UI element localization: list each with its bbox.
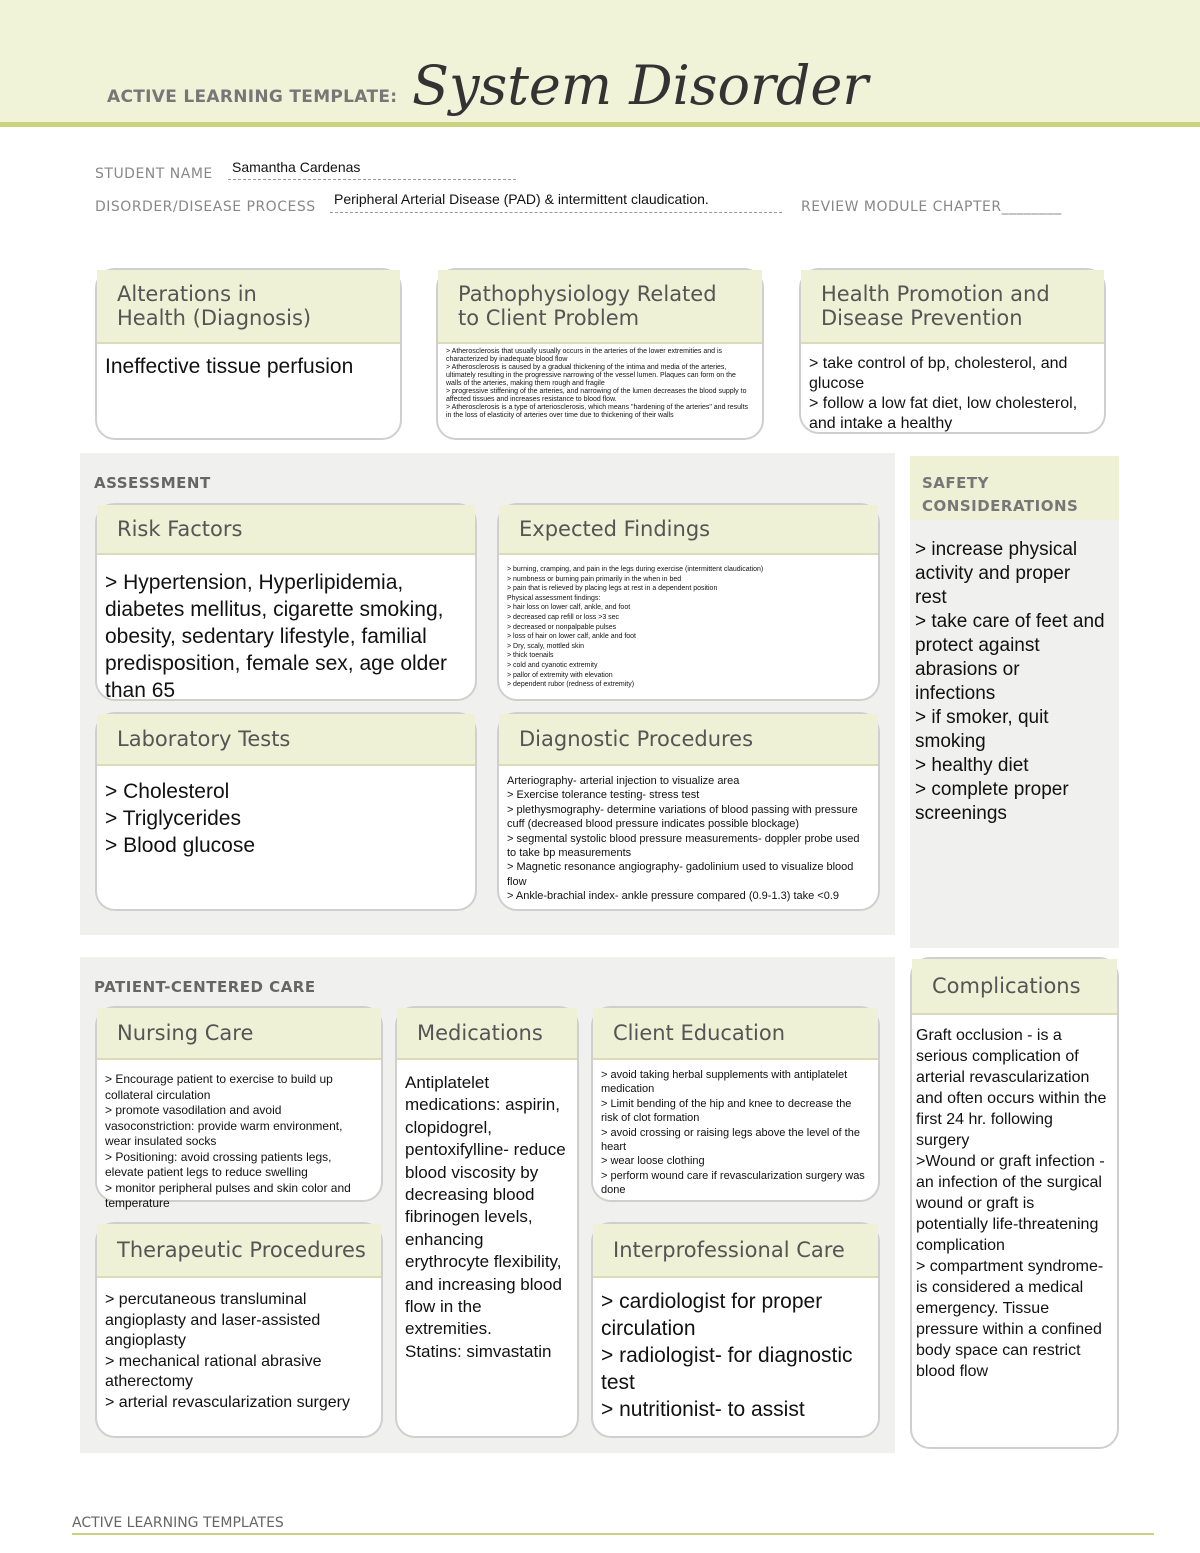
alterations-body[interactable]: Ineffective tissue perfusion [105, 355, 354, 378]
review-module-label-text: REVIEW MODULE CHAPTER [801, 199, 1002, 215]
complications-title: Complications [912, 959, 1117, 1015]
expected-findings-body[interactable]: > burning, cramping, and pain in the legs during exercise (intermittent claudication) > numbness or burning pain primarily in the when in bed > pain that is relieved by placing legs at rest in a dependent position Physical assessment findings: > hair loss on lower calf, ankle, and foot > decreased cap refill or loss >3 sec > decreased or nonpalpable pulses > loss of hair on lower calf, ankle and foot > Dry, scaly, mottled skin > thick toenails > cold and cyanotic extremity > pallor of extremity with elevation > dependent rubor (redness of extremity) [507, 566, 764, 689]
pathophysiology-body[interactable]: > Atherosclerosis that usually usually occurs in the arteries of the lower extremities and is characterized by inadequate blood flow > Atherosclerosis is caused by a gradual thickening of the intima and media of the arteries, ultimately resulting in the progressive narrowing of the vessel lumen. Plaques can form on the walls of the arteries, making them rough and fragile > progressive stiffening of the arteries, and narrowing of the lumen decreases the blood supply to affected tissues and increases resistance to blood flow. > Atherosclerosis is a type of arteriosclerosis, which means "hardening of the arteries" and results in the loss of elasticity of arteries over time due to thickening of their walls [446, 348, 749, 419]
student-name-value[interactable]: Samantha Cardenas [232, 159, 361, 175]
risk-factors-card [95, 503, 477, 701]
client-education-card [591, 1006, 880, 1202]
safety-title: SAFETY CONSIDERATIONS [922, 474, 1079, 515]
medications-body[interactable]: Antiplatelet medications: aspirin, clopidogrel, pentoxifylline- reduce blood viscosity by decreasing blood fibrinogen levels, enhancing erythrocyte flexibility, and increasing blood flow in the extremities. Statins: simvastatin [405, 1073, 566, 1361]
template-title: System Disorder [412, 54, 869, 117]
health-promotion-body[interactable]: > take control of bp, cholesterol, and glucose > follow a low fat diet, low cholesterol, and intake a healthy [809, 355, 1078, 432]
laboratory-tests-body[interactable]: > Cholesterol > Triglycerides > Blood glucose [105, 780, 256, 857]
expected-findings-card [497, 503, 880, 701]
student-name-label: STUDENT NAME [95, 166, 213, 182]
health-promotion-title: Health Promotion and Disease Prevention [801, 270, 1104, 344]
medications-title: Medications [397, 1008, 577, 1060]
review-module-label [801, 199, 1062, 215]
alterations-title: Alterations in Health (Diagnosis) [97, 270, 400, 344]
footer-label: ACTIVE LEARNING TEMPLATES [72, 1515, 284, 1531]
complications-body[interactable]: Graft occlusion - is a serious complication of arterial revascularization and often occurs within the first 24 hr. following surgery >Wound or graft infection - an infection of the surgical wound or graft is potentially life-threatening complication > compartment syndrome- is considered a medical emergency. Tissue pressure within a confined body space can restrict blood flow [916, 1027, 1107, 1380]
template-label: ACTIVE LEARNING TEMPLATE: [107, 87, 398, 107]
health-promotion-card [799, 268, 1106, 434]
pathophysiology-card [436, 268, 764, 440]
therapeutic-procedures-title: Therapeutic Procedures [97, 1224, 381, 1278]
interprofessional-care-card [591, 1222, 880, 1438]
safety-body[interactable]: > increase physical activity and proper rest > take care of feet and protect against abrasions or infections > if smoker, quit smoking > healthy diet > complete proper screenings [915, 539, 1105, 824]
laboratory-tests-title: Laboratory Tests [97, 714, 475, 766]
diagnostic-procedures-title: Diagnostic Procedures [499, 714, 878, 766]
nursing-care-body[interactable]: > Encourage patient to exercise to build up collateral circulation > promote vasodilation and avoid vasoconstriction: provide warm environment, wear insulated socks > Positioning: avoid crossing patients legs, elevate patient legs to reduce swelling > monitor peripheral pulses and skin color and temperature [105, 1072, 351, 1210]
nursing-care-title: Nursing Care [97, 1008, 381, 1060]
laboratory-tests-card [95, 712, 477, 911]
disorder-label: DISORDER/DISEASE PROCESS [95, 199, 316, 215]
medications-card [395, 1006, 579, 1438]
client-education-body[interactable]: > avoid taking herbal supplements with antiplatelet medication > Limit bending of the hip and knee to decrease the risk of clot formation > avoid crossing or raising legs above the level of the heart > wear loose clothing > perform wound care if revascularization surgery was done [601, 1069, 865, 1197]
risk-factors-body[interactable]: > Hypertension, Hyperlipidemia, diabetes mellitus, cigarette smoking, obesity, sedentary lifestyle, familial predisposition, female sex, age older than 65 [105, 571, 448, 702]
nursing-care-card [95, 1006, 383, 1210]
alterations-card [95, 268, 402, 440]
interprofessional-care-title: Interprofessional Care [593, 1224, 878, 1278]
risk-factors-title: Risk Factors [97, 505, 475, 555]
client-education-title: Client Education [593, 1008, 878, 1060]
review-module-blank[interactable]: ________ [1001, 199, 1062, 215]
disorder-value[interactable]: Peripheral Arterial Disease (PAD) & intermittent claudication. [334, 191, 709, 207]
footer-rule [72, 1533, 1154, 1535]
patient-care-title: PATIENT-CENTERED CARE [94, 978, 316, 996]
diagnostic-procedures-card [497, 712, 880, 911]
student-name-line [228, 178, 516, 180]
diagnostic-procedures-body[interactable]: Arteriography- arterial injection to visualize area > Exercise tolerance testing- stress test > plethysmography- determine variations of blood passing with pressure cuff (decreased blood pressure indicates possible blockage) > segmental systolic blood pressure measurements- doppler probe used to take bp measurements > Magnetic resonance angiography- gadolinium used to visualize blood flow > Ankle-brachial index- ankle pressure compared (0.9-1.3) take <0.9 [507, 775, 860, 903]
therapeutic-procedures-card [95, 1222, 383, 1438]
pathophysiology-title: Pathophysiology Related to Client Problem [438, 270, 762, 344]
header-rule [0, 122, 1200, 127]
expected-findings-title: Expected Findings [499, 505, 878, 555]
therapeutic-procedures-body[interactable]: > percutaneous transluminal angioplasty and laser-assisted angioplasty > mechanical rational abrasive atherectomy > arterial revascularization surgery [105, 1291, 350, 1411]
disorder-line [330, 211, 782, 213]
complications-card [910, 957, 1119, 1449]
assessment-title: ASSESSMENT [94, 474, 211, 492]
interprofessional-care-body[interactable]: > cardiologist for proper circulation > radiologist- for diagnostic test > nutritionist- to assist [601, 1290, 853, 1421]
